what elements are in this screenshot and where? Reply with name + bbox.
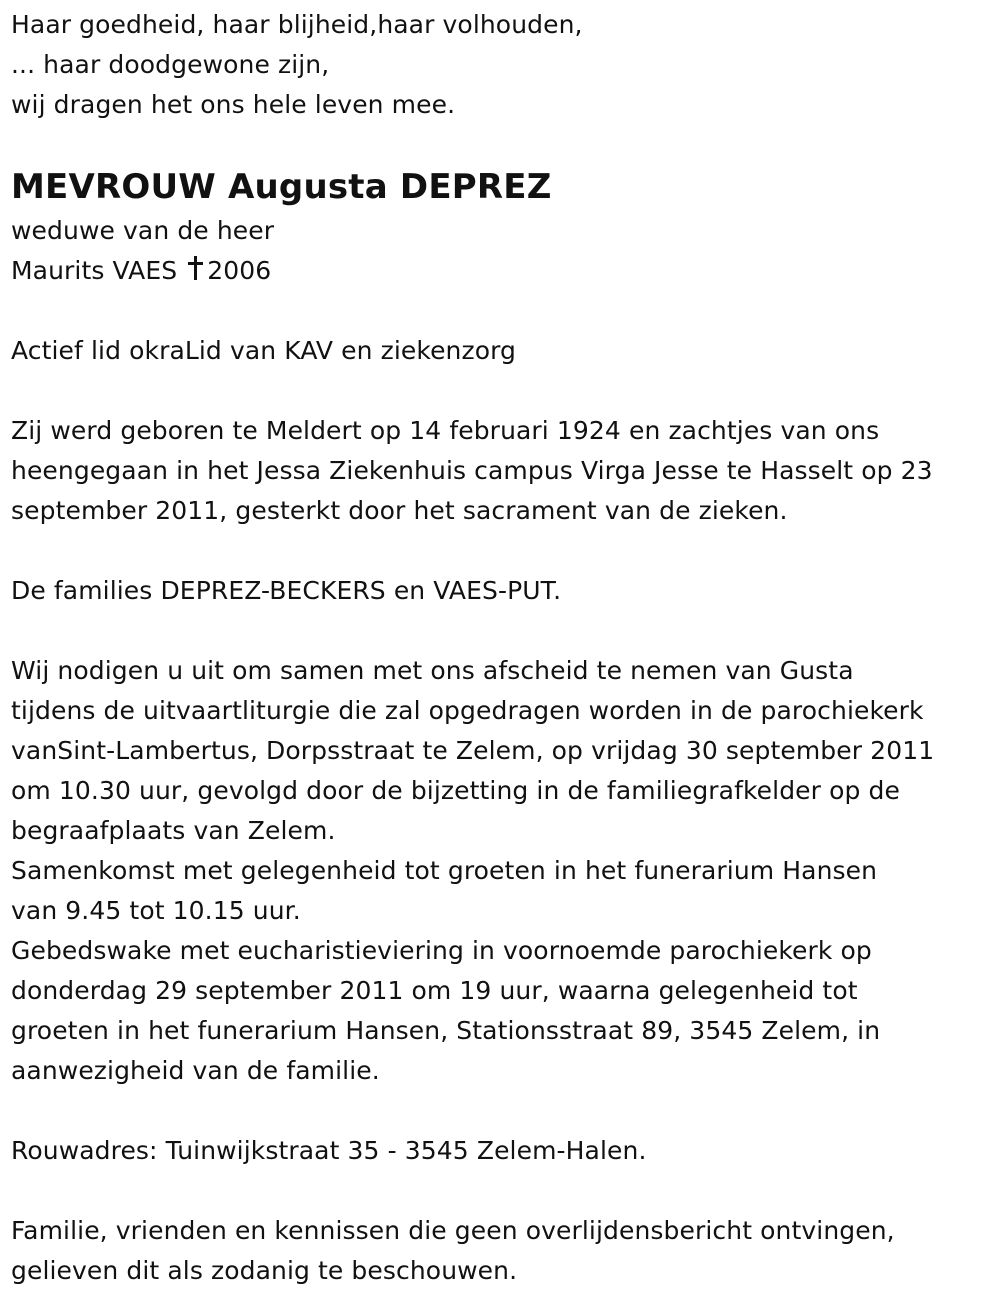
spacer: [11, 531, 991, 571]
paragraph-line: om 10.30 uur, gevolgd door de bijzetting in de familiegrafkelder op de: [11, 776, 900, 805]
paragraph-line: vanSint-Lambertus, Dorpsstraat te Zelem, op vrijdag 30 september 2011: [11, 736, 935, 765]
spacer: [11, 1091, 991, 1131]
relation-text: weduwe van de heer: [11, 216, 275, 245]
families-text: De families DEPREZ-BECKERS en VAES-PUT.: [11, 576, 562, 605]
spouse-info: [11, 211, 991, 291]
paragraph-line: donderdag 29 september 2011 om 19 uur, waarna gelegenheid tot: [11, 976, 858, 1005]
spouse-line: [11, 251, 991, 291]
paragraph-line: Samenkomst met gelegenheid tot groeten in het funerarium Hansen: [11, 856, 878, 885]
paragraph-line: heengegaan in het Jessa Ziekenhuis campus Virga Jesse te Hasselt op 23: [11, 456, 933, 485]
paragraph-line: gelieven dit als zodanig te beschouwen.: [11, 1256, 518, 1285]
obituary-notice: [11, 0, 991, 1291]
spouse-name: Maurits VAES: [11, 256, 178, 285]
paragraph-line: aanwezigheid van de familie.: [11, 1056, 380, 1085]
membership-text: Actief lid okraLid van KAV en ziekenzorg: [11, 336, 517, 365]
poem-line: Haar goedheid, haar blijheid,haar volhouden,: [11, 10, 583, 39]
poem-line: ... haar doodgewone zijn,: [11, 50, 330, 79]
birth-death-paragraph: [11, 411, 991, 531]
poem-line: wij dragen het ons hele leven mee.: [11, 90, 456, 119]
paragraph-line: tijdens de uitvaartliturgie die zal opgedragen worden in de parochiekerk: [11, 696, 924, 725]
spouse-death-year: 2006: [207, 256, 272, 285]
deceased-name: MEVROUW Augusta DEPREZ: [11, 167, 552, 207]
paragraph-line: begraafplaats van Zelem.: [11, 816, 336, 845]
closing-paragraph: [11, 1211, 991, 1291]
ceremony-paragraph: [11, 651, 991, 1091]
mourning-address: Rouwadres: Tuinwijkstraat 35 - 3545 Zelem-Halen.: [11, 1136, 647, 1165]
poem: [11, 5, 991, 125]
paragraph-line: Wij nodigen u uit om samen met ons afscheid te nemen van Gusta: [11, 656, 854, 685]
spacer: [11, 1171, 991, 1211]
spacer: [11, 371, 991, 411]
paragraph-line: Gebedswake met eucharistieviering in voornoemde parochiekerk op: [11, 936, 872, 965]
paragraph-line: van 9.45 tot 10.15 uur.: [11, 896, 301, 925]
spacer: [11, 291, 991, 331]
cross-icon: [187, 256, 205, 282]
paragraph-line: groeten in het funerarium Hansen, Stationsstraat 89, 3545 Zelem, in: [11, 1016, 881, 1045]
spacer: [11, 611, 991, 651]
paragraph-line: Zij werd geboren te Meldert op 14 februari 1924 en zachtjes van ons: [11, 416, 880, 445]
paragraph-line: Familie, vrienden en kennissen die geen overlijdensbericht ontvingen,: [11, 1216, 895, 1245]
paragraph-line: september 2011, gesterkt door het sacrament van de zieken.: [11, 496, 788, 525]
